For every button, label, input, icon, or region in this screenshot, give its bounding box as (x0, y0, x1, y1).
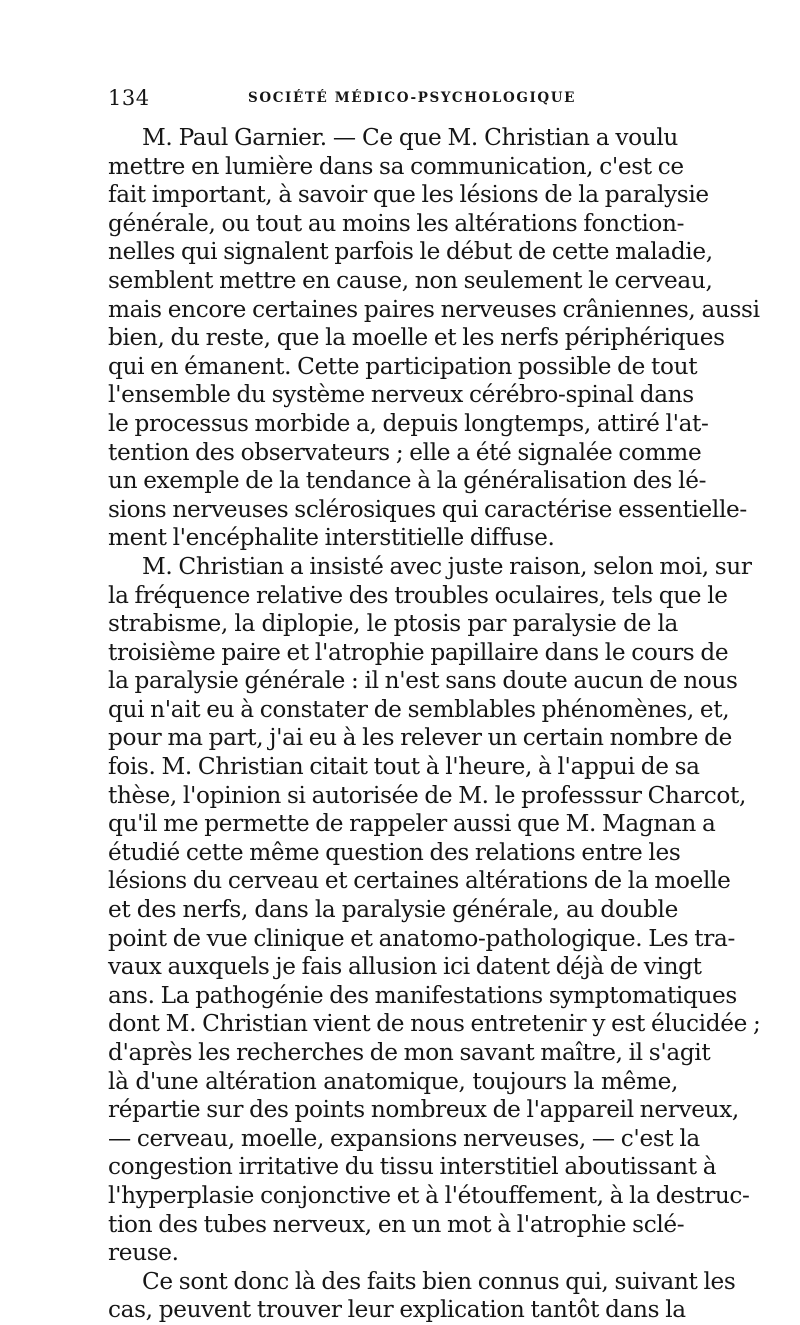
text-line: le processus morbide a, depuis longtemps, attiré l'at- (108, 409, 709, 437)
text-line: ment l'encéphalite interstitielle diffuse. (108, 524, 555, 552)
body-text (108, 124, 761, 1325)
text-line: thèse, l'opinion si autorisée de M. le professsur Charcot, (108, 781, 747, 809)
running-head: SOCIÉTÉ MÉDICO-PSYCHOLOGIQUE (248, 90, 577, 106)
text-line: lésions du cerveau et certaines altérations de la moelle (108, 867, 731, 895)
text-line: un exemple de la tendance à la généralisation des lé- (108, 467, 707, 495)
text-line: étudié cette même question des relations entre les (108, 838, 681, 866)
text-line: bien, du reste, que la moelle et les nerfs périphériques (108, 324, 725, 352)
text-line: qui n'ait eu à constater de semblables phénomènes, et, (108, 695, 730, 723)
page-number: 134 (108, 86, 150, 110)
text-line: tention des observateurs ; elle a été signalée comme (108, 438, 702, 466)
text-line: mais encore certaines paires nerveuses crâniennes, aussi (108, 295, 760, 323)
text-line: troisième paire et l'atrophie papillaire dans le cours de (108, 638, 729, 666)
text-line: Ce sont donc là des faits bien connus qui, suivant les (142, 1267, 736, 1295)
text-line: la fréquence relative des troubles oculaires, tels que le (108, 581, 728, 609)
text-line: fois. M. Christian citait tout à l'heure, à l'appui de sa (108, 753, 700, 781)
text-line: congestion irritative du tissu interstitiel aboutissant à (108, 1153, 717, 1181)
text-line: cas, peuvent trouver leur explication tantôt dans la (108, 1296, 686, 1324)
text-line: strabisme, la diplopie, le ptosis par paralysie de la (108, 610, 678, 638)
text-line: semblent mettre en cause, non seulement le cerveau, (108, 266, 713, 294)
text-line: tion des tubes nerveux, en un mot à l'atrophie sclé- (108, 1210, 685, 1238)
page-header (108, 86, 678, 116)
text-line: — cerveau, moelle, expansions nerveuses, — c'est la (108, 1124, 700, 1152)
text-line: point de vue clinique et anatomo-pathologique. Les tra- (108, 924, 735, 952)
text-line: ans. La pathogénie des manifestations symptomatiques (108, 981, 737, 1009)
text-line: d'après les recherches de mon savant maître, il s'agit (108, 1039, 711, 1066)
text-line: qui en émanent. Cette participation possible de tout (108, 352, 698, 380)
text-line: pour ma part, j'ai eu à les relever un certain nombre de (108, 724, 732, 752)
text-line: reuse. (108, 1239, 179, 1267)
text-line: générale, ou tout au moins les altérations fonction- (108, 209, 685, 237)
text-line: M. Christian a insisté avec juste raison, selon moi, sur (142, 552, 752, 580)
text-line: nelles qui signalent parfois le début de cette maladie, (108, 238, 713, 266)
text-line: la paralysie générale : il n'est sans doute aucun de nous (108, 667, 738, 695)
text-line: et des nerfs, dans la paralysie générale, au double (108, 896, 678, 924)
text-line: dont M. Christian vient de nous entretenir y est élucidée ; (108, 1010, 761, 1038)
text-line: sions nerveuses sclérosiques qui caractérise essentielle- (108, 495, 747, 523)
text-line: M. Paul Garnier. — Ce que M. Christian a voulu (142, 124, 678, 151)
text-line: répartie sur des points nombreux de l'appareil nerveux, (108, 1096, 739, 1124)
text-line: mettre en lumière dans sa communication, c'est ce (108, 152, 684, 180)
text-line: l'ensemble du système nerveux cérébro-spinal dans (108, 381, 694, 409)
text-line: fait important, à savoir que les lésions de la paralysie (108, 181, 709, 209)
text-line: vaux auxquels je fais allusion ici datent déjà de vingt (108, 953, 702, 981)
text-line: l'hyperplasie conjonctive et à l'étouffement, à la destruc- (108, 1181, 750, 1209)
text-line: là d'une altération anatomique, toujours la même, (108, 1067, 678, 1095)
text-line: qu'il me permette de rappeler aussi que M. Magnan a (108, 810, 716, 838)
